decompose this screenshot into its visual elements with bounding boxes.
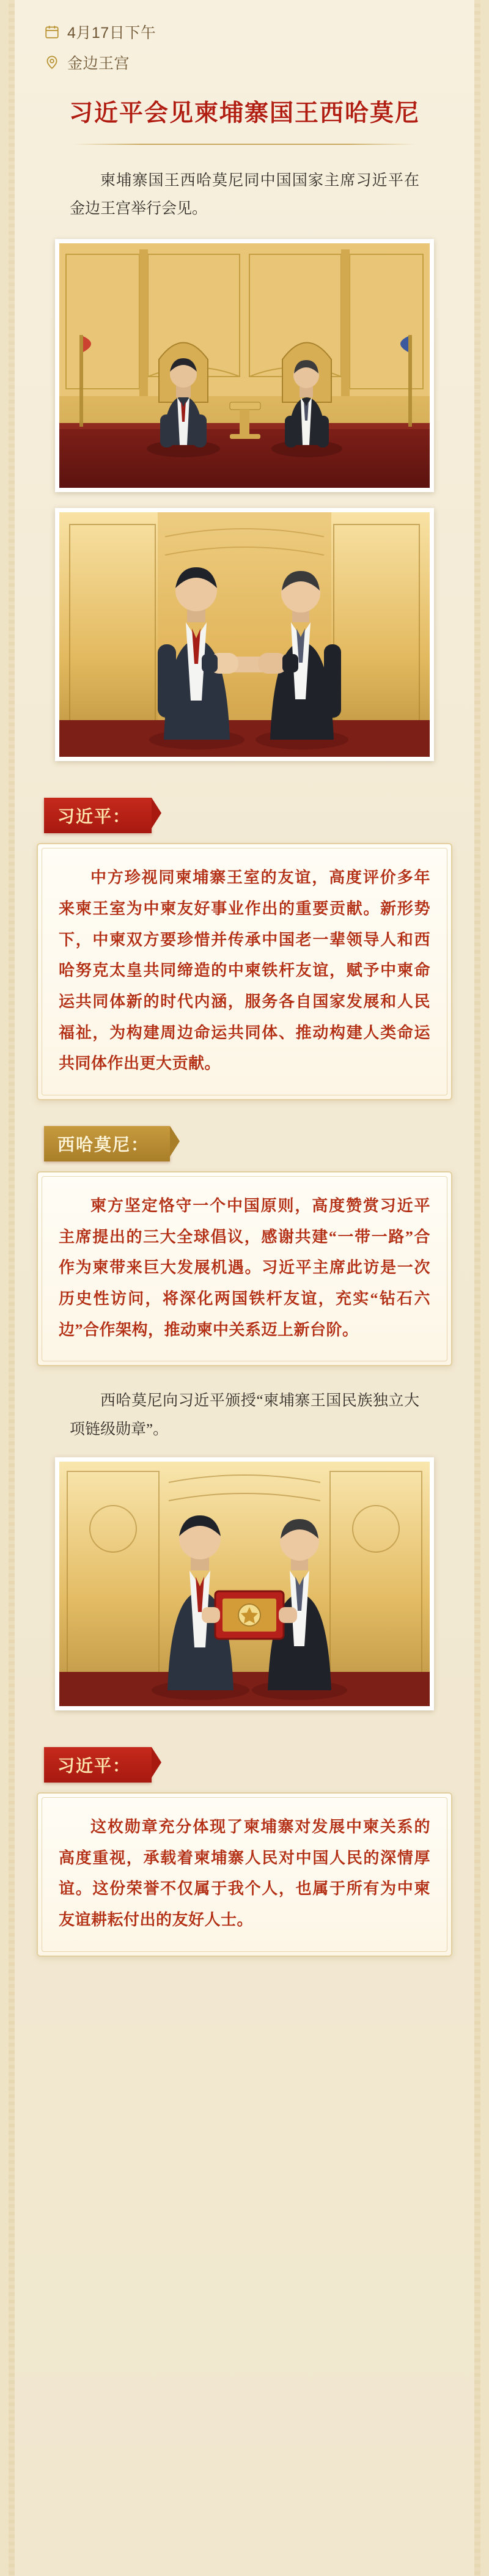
quote-card-sihamoni	[37, 1171, 452, 1366]
photo-handshake-image	[59, 512, 430, 757]
quote-text-xi-2: 这枚勋章充分体现了柬埔寨对发展中柬关系的高度重视，承载着柬埔寨人民对中国人民的深情厚谊。这份荣誉不仅属于我个人，也属于所有为中柬友谊耕耘付出的友好人士。	[59, 1817, 430, 1929]
quote-text-xi-1: 中方珍视同柬埔寨王室的友谊，高度评价多年来柬王室为中柬友好事业作出的重要贡献。新形势下，中柬双方要珍惜并传承中国老一辈领导人和西哈努克太皇共同缔造的中柬铁杆友谊，赋予中柬命运共同体新的时代内涵，服务各自国家发展和人民福祉，为构建周边命运共同体、推动构建人类命运共同体作出更大贡献。	[59, 869, 430, 1073]
bottom-spacer	[9, 1962, 480, 1978]
quote-card-xi-1	[37, 843, 452, 1100]
quote-text-sihamoni: 柬方坚定恪守一个中国原则，高度赞赏习近平主席提出的三大全球倡议，感谢共建“一带一路”合作为柬带来巨大发展机遇。习近平主席此访是一次历史性访问，将深化两国铁杆友谊，充实“钻石六边”合作架构，推动柬中关系迈上新台阶。	[59, 1196, 430, 1339]
photo-medal-award-image	[59, 1462, 430, 1706]
speaker-tag-xi-2: 习近平：	[44, 1747, 152, 1783]
meta-location-row	[43, 51, 480, 73]
meta-location-text: 金边王宫	[67, 55, 130, 72]
speaker-tag-sihamoni: 西哈莫尼：	[44, 1126, 170, 1161]
title-block	[9, 88, 480, 149]
lede-paragraph: 柬埔寨国王西哈莫尼同中国国家主席习近平在金边王宫举行会见。	[70, 172, 419, 217]
title-divider	[73, 144, 416, 145]
speaker-tag-xi-1: 习近平：	[44, 798, 152, 833]
photo-handshake	[55, 508, 434, 761]
quote-card-xi-2	[37, 1792, 452, 1957]
photo-meeting-seated-image	[59, 243, 430, 488]
article-meta	[9, 0, 480, 88]
location-pin-icon	[43, 53, 61, 72]
meta-date-row	[43, 21, 480, 43]
meta-date-text: 4月17日下午	[67, 24, 156, 42]
photo-meeting-seated	[55, 239, 434, 492]
photo-medal-award	[55, 1457, 434, 1710]
calendar-icon	[43, 23, 61, 41]
photo-caption: 西哈莫尼向习近平颁授“柬埔寨王国民族独立大项链级勋章”。	[70, 1393, 419, 1438]
page-title: 习近平会见柬埔寨国王西哈莫尼	[68, 100, 420, 127]
